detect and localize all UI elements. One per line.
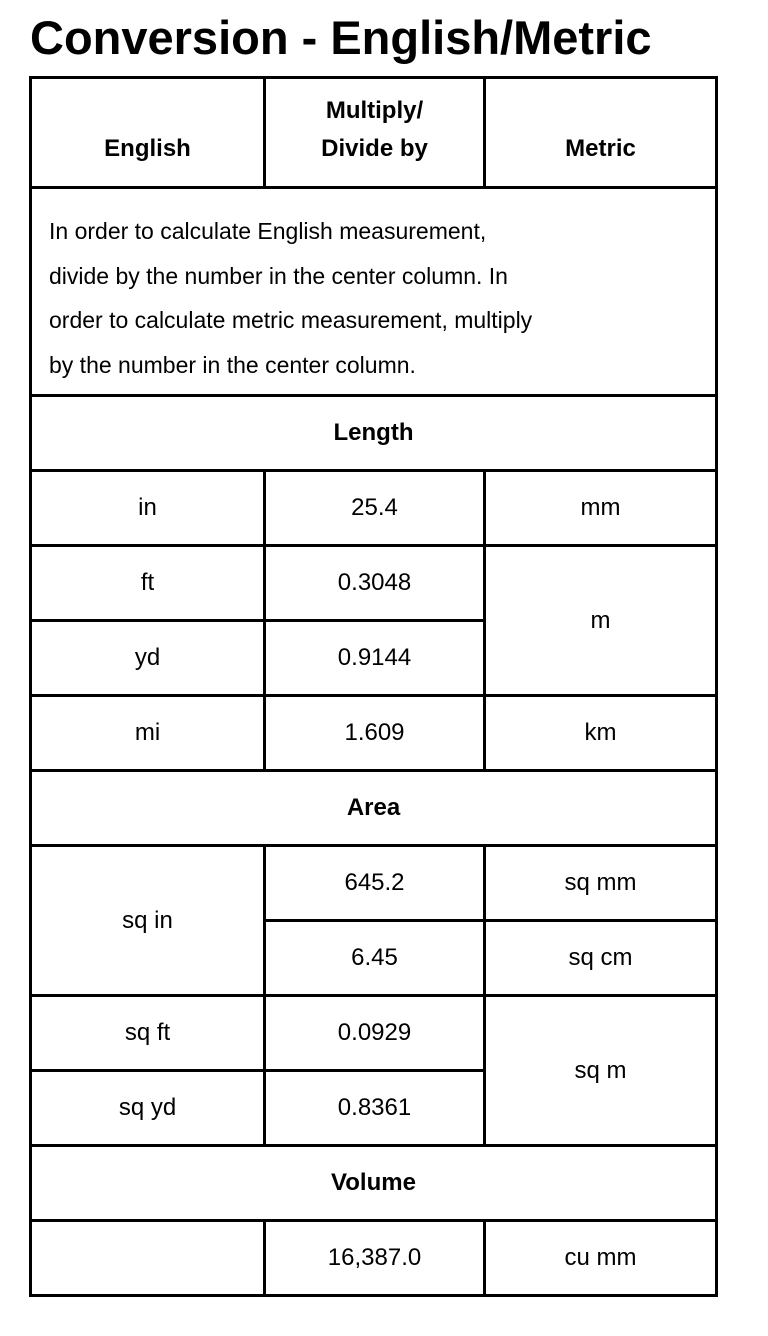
header-factor <box>265 78 485 188</box>
metric-unit: km <box>485 696 717 771</box>
page-title: Conversion - English/Metric <box>30 11 652 64</box>
english-unit: ft <box>31 546 265 621</box>
table-row <box>31 696 717 771</box>
english-unit: in <box>31 471 265 546</box>
conversion-factor: 0.0929 <box>265 996 485 1071</box>
metric-unit: m <box>485 546 717 696</box>
table-row <box>31 1221 717 1296</box>
conversion-table <box>29 76 718 1297</box>
header-factor-line2: Divide by <box>321 135 428 162</box>
table-row <box>31 846 717 921</box>
instructions-line: In order to calculate English measurement, <box>49 218 487 244</box>
english-unit: mi <box>31 696 265 771</box>
metric-unit: sq cm <box>485 921 717 996</box>
metric-unit: mm <box>485 471 717 546</box>
instructions-line: divide by the number in the center column. In <box>49 262 508 289</box>
section-row-volume <box>31 1146 717 1221</box>
table-row <box>31 546 717 621</box>
table-row <box>31 996 717 1071</box>
section-row-area <box>31 771 717 846</box>
english-unit: sq yd <box>31 1071 265 1146</box>
english-unit: sq in <box>31 846 265 996</box>
conversion-factor: 1.609 <box>265 696 485 771</box>
instructions-text <box>31 188 717 396</box>
instructions-line: by the number in the center column. <box>49 351 416 378</box>
metric-unit: sq mm <box>485 846 717 921</box>
conversion-factor: 645.2 <box>265 846 485 921</box>
section-row-length <box>31 396 717 471</box>
conversion-factor: 16,387.0 <box>265 1221 485 1296</box>
metric-unit: cu mm <box>485 1221 717 1296</box>
english-unit: sq ft <box>31 996 265 1071</box>
section-label-area: Area <box>31 771 717 846</box>
english-unit <box>31 1221 265 1296</box>
header-row <box>31 78 717 188</box>
header-metric: Metric <box>485 78 717 188</box>
conversion-factor: 6.45 <box>265 921 485 996</box>
instructions-line: order to calculate metric measurement, multiply <box>49 307 533 333</box>
header-factor-line1: Multiply/ <box>325 97 424 124</box>
conversion-factor: 0.8361 <box>265 1071 485 1146</box>
conversion-factor: 25.4 <box>265 471 485 546</box>
section-label-length: Length <box>31 396 717 471</box>
conversion-factor: 0.3048 <box>265 546 485 621</box>
section-label-volume: Volume <box>31 1146 717 1221</box>
table-row <box>31 471 717 546</box>
english-unit: yd <box>31 621 265 696</box>
metric-unit: sq m <box>485 996 717 1146</box>
instructions-row <box>31 188 717 396</box>
conversion-factor: 0.9144 <box>265 621 485 696</box>
header-english: English <box>31 78 265 188</box>
